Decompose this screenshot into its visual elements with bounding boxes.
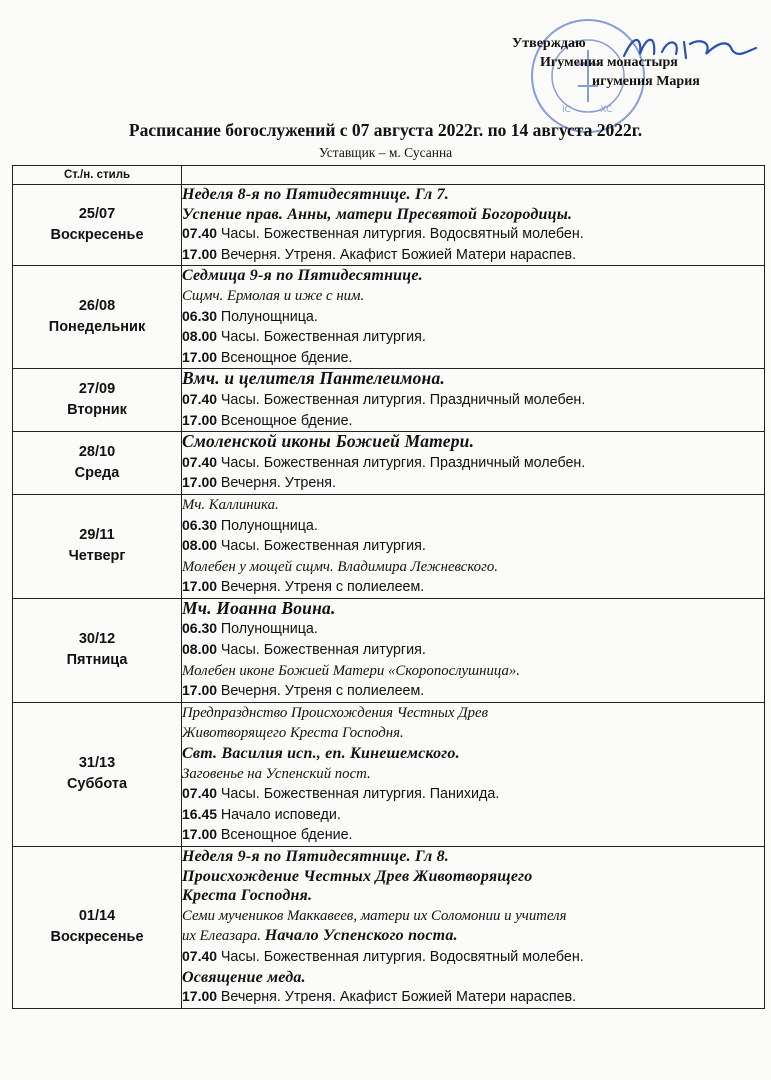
approval-line-1: Утверждаю: [512, 36, 586, 51]
service-line: [182, 245, 764, 266]
service-text: Начало исповеди.: [220, 806, 341, 823]
services-cell: [182, 702, 765, 846]
service-text: Всенощное бдение.: [220, 349, 353, 366]
service-text: Вечерня. Утреня с полиелеем.: [220, 683, 425, 700]
table-row: [13, 494, 765, 598]
service-line: [182, 286, 764, 307]
service-line: [182, 327, 764, 348]
service-time: 17.00: [182, 474, 218, 491]
service-time: 07.40: [182, 453, 218, 470]
service-time: 07.40: [182, 225, 218, 242]
date-label: 26/08: [78, 298, 116, 315]
table-row: [13, 369, 765, 432]
service-text: Часы. Божественная литургия.: [220, 538, 426, 555]
service-text: Вмч. и целителя Пантелеимона.: [182, 369, 445, 389]
service-text: Часы. Божественная литургия.: [220, 329, 426, 346]
service-line: [182, 516, 764, 537]
service-line: [182, 619, 764, 640]
service-text: Успение прав. Анны, матери Пресвятой Богородицы.: [182, 205, 573, 223]
service-time: 06.30: [182, 516, 218, 533]
service-text: Вечерня. Утреня. Акафист Божией Матери нараспев.: [220, 246, 577, 263]
service-time: 16.45: [182, 805, 218, 822]
service-line: [182, 661, 764, 682]
services-cell: [182, 598, 765, 702]
service-text: Часы. Божественная литургия. Праздничный молебен.: [220, 454, 586, 471]
service-text: Животворящего Креста Господня.: [182, 725, 404, 742]
service-time: 17.00: [182, 988, 218, 1005]
service-text: Вечерня. Утреня. Акафист Божией Матери нараспев.: [220, 989, 577, 1006]
service-time: 08.00: [182, 537, 218, 554]
day-cell: [13, 598, 182, 702]
weekday-label: Пятница: [66, 652, 128, 669]
service-time: 07.40: [182, 390, 218, 407]
service-time: 07.40: [182, 785, 218, 802]
service-line: [182, 681, 764, 702]
service-line: [182, 867, 764, 887]
service-line: [182, 390, 764, 411]
services-cell: [182, 432, 765, 495]
service-line: [182, 473, 764, 494]
service-line: [182, 536, 764, 557]
services-cell: [182, 266, 765, 369]
weekday-label: Воскресенье: [50, 227, 144, 244]
service-line: [182, 205, 764, 225]
service-line: [182, 906, 764, 927]
service-text: Заговенье на Успенский пост.: [182, 765, 371, 782]
service-text: Мч. Иоанна Воина.: [182, 598, 336, 618]
service-text: Всенощное бдение.: [220, 412, 353, 429]
weekday-label: Четверг: [68, 548, 126, 565]
table-row: [13, 598, 765, 702]
service-line: [182, 744, 764, 764]
service-time: 17.00: [182, 348, 218, 365]
service-text: Полунощница.: [220, 621, 318, 638]
page-title: Расписание богослужений с 07 августа 2022г. по 14 августа 2022г.: [128, 120, 643, 140]
table-header-row: [13, 166, 765, 185]
services-cell: [182, 185, 765, 266]
service-line: [182, 805, 764, 826]
service-line: [182, 557, 764, 578]
service-line: [182, 224, 764, 245]
date-label: 25/07: [78, 206, 116, 223]
service-line: [182, 987, 764, 1008]
service-text: Седмица 9-я по Пятидесятнице.: [182, 267, 423, 285]
service-text: Свт. Василия исп., еп. Кинешемского.: [182, 745, 460, 763]
service-line: [182, 307, 764, 328]
service-line: [182, 886, 764, 906]
table-row: [13, 266, 765, 369]
service-line: [182, 640, 764, 661]
weekday-label: Понедельник: [48, 319, 146, 336]
service-text: Вечерня. Утреня с полиелеем.: [220, 579, 425, 596]
service-text: Вечерня. Утреня.: [220, 475, 336, 492]
day-cell: [13, 266, 182, 369]
service-time: 17.00: [182, 578, 218, 595]
day-cell: [13, 432, 182, 495]
service-text: Креста Господня.: [182, 887, 313, 905]
service-line: [182, 825, 764, 846]
service-time: 17.00: [182, 245, 218, 262]
service-line: [182, 784, 764, 805]
service-time: 06.30: [182, 620, 218, 637]
day-cell: [13, 494, 182, 598]
service-line: [182, 495, 764, 516]
service-text: Мч. Каллиника.: [182, 496, 279, 513]
service-time: 17.00: [182, 682, 218, 699]
date-label: 27/09: [78, 381, 116, 398]
table-row: [13, 432, 765, 495]
service-line: [182, 703, 764, 724]
service-line: [182, 847, 764, 867]
service-line: [182, 926, 764, 947]
service-time: 07.40: [182, 947, 218, 964]
service-time: 17.00: [182, 826, 218, 843]
date-label: 01/14: [78, 908, 116, 925]
date-label: 28/10: [78, 444, 116, 461]
service-time: 08.00: [182, 641, 218, 658]
day-cell: [13, 702, 182, 846]
service-text: Неделя 8-я по Пятидесятнице. Гл 7.: [182, 186, 449, 203]
svg-text:ХС: ХС: [600, 105, 613, 115]
date-label: 31/13: [78, 755, 116, 772]
service-time: 08.00: [182, 328, 218, 345]
weekday-label: Суббота: [66, 776, 128, 793]
service-note: Начало Успенского поста.: [264, 927, 458, 945]
approval-line-3: игумения Мария: [592, 74, 700, 89]
service-line: [182, 266, 764, 286]
service-line: [182, 369, 764, 390]
schedule-table: [12, 165, 765, 1009]
day-cell: [13, 369, 182, 432]
service-line: [182, 599, 764, 620]
service-text: их Елеазара.: [182, 928, 261, 945]
column-header-services: [182, 166, 765, 185]
service-line: [182, 185, 764, 205]
service-line: [182, 577, 764, 598]
service-text: Неделя 9-я по Пятидесятнице. Гл 8.: [182, 848, 449, 865]
date-label: 30/12: [78, 631, 116, 648]
services-cell: [182, 847, 765, 1009]
services-cell: [182, 369, 765, 432]
service-text: Молебен у мощей сщмч. Владимира Лежневского.: [182, 558, 498, 575]
service-text: Часы. Божественная литургия. Водосвятный молебен.: [220, 226, 584, 243]
service-line: [182, 432, 764, 453]
service-line: [182, 723, 764, 744]
table-row: [13, 847, 765, 1009]
service-text: Полунощница.: [220, 517, 318, 534]
service-text: Часы. Божественная литургия. Панихида.: [220, 786, 500, 803]
table-row: [13, 185, 765, 266]
service-text: Всенощное бдение.: [220, 827, 353, 844]
service-line: [182, 453, 764, 474]
service-line: [182, 968, 764, 988]
service-line: [182, 348, 764, 369]
service-time: 17.00: [182, 411, 218, 428]
service-line: [182, 411, 764, 432]
weekday-label: Среда: [74, 465, 120, 482]
svg-text:ІС: ІС: [562, 105, 571, 115]
service-line: [182, 764, 764, 785]
day-cell: [13, 847, 182, 1009]
service-text: Семи мучеников Маккавеев, матери их Соломонии и учителя: [182, 907, 567, 924]
date-label: 29/11: [79, 527, 115, 544]
service-text: Молебен иконе Божией Матери «Скоропослушница».: [182, 662, 520, 679]
service-time: 06.30: [182, 307, 218, 324]
service-line: [182, 947, 764, 968]
service-text: Часы. Божественная литургия. Праздничный молебен.: [220, 391, 586, 408]
service-text: Смоленской иконы Божией Матери.: [182, 432, 475, 452]
services-cell: [182, 494, 765, 598]
service-text: Освящение меда.: [182, 968, 306, 986]
column-header-style: Ст./н. стиль: [13, 166, 182, 185]
service-text: Сщмч. Ермолая и иже с ним.: [182, 287, 365, 304]
weekday-label: Вторник: [67, 402, 127, 419]
service-text: Часы. Божественная литургия. Водосвятный молебен.: [220, 948, 584, 965]
service-text: Часы. Божественная литургия.: [220, 642, 426, 659]
service-text: Предпразднство Происхождения Честных Древ: [182, 704, 488, 721]
table-row: [13, 702, 765, 846]
approval-line-2: Игумения монастыря: [540, 55, 678, 70]
weekday-label: Воскресенье: [50, 929, 144, 946]
handwritten-signature: [620, 28, 760, 68]
service-text: Полунощница.: [220, 308, 318, 325]
service-text: Происхождение Честных Древ Животворящего: [182, 867, 533, 885]
page-subtitle: Уставщик – м. Сусанна: [318, 145, 453, 160]
day-cell: [13, 185, 182, 266]
